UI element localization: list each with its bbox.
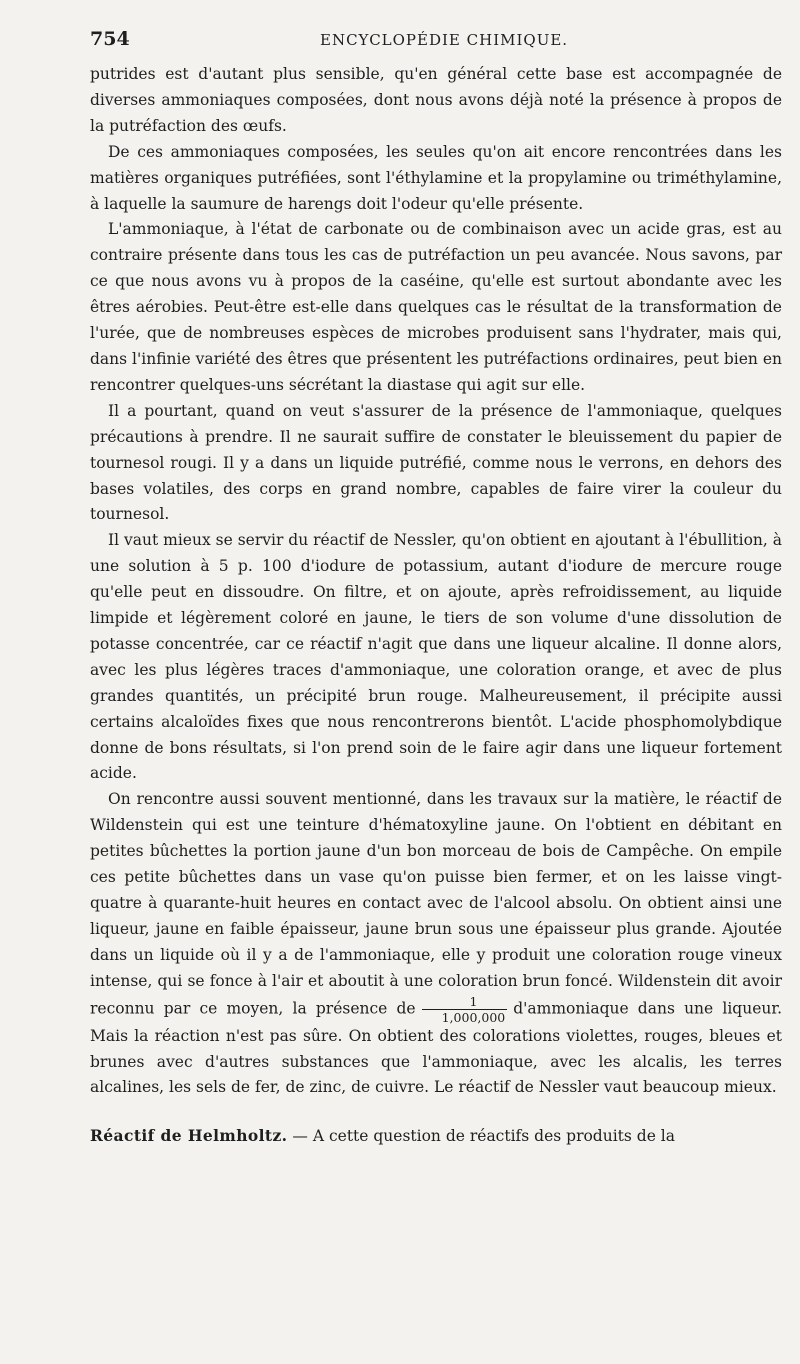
fraction-numerator: 1 — [469, 993, 478, 1009]
section-label: Réactif de Helmholtz. — [90, 1126, 288, 1146]
section-heading-helmholtz — [90, 1123, 782, 1149]
paragraph-wildenstein — [90, 787, 782, 1101]
paragraph-putrides: putrides est d'autant plus sensible, qu'en général cette base est accompagnée de diverses ammoniaques composées, dont nous avons déjà noté la présence à propos de la putréfaction des œufs. — [90, 65, 782, 135]
page-header — [90, 28, 782, 62]
paragraph-nessler: Il vaut mieux se servir du réactif de Nessler, qu'on obtient en ajoutant à l'ébullition, à une solution à 5 p. 100 d'iodure de potassium, autant d'iodure de mercure rouge qu'elle peut en dissoudre. On filtre, et on ajoute, après refroidissement, au liquide limpide et légèrement coloré en jaune, le tiers de son volume d'une dissolution de potasse concentrée, car ce réactif n'agit que dans une liqueur alcaline. Il donne alors, avec les plus légères traces d'ammoniaque, une coloration orange, et avec de plus grandes quantités, un précipité brun rouge. Malheureusement, il précipite aussi certains alcaloïdes fixes que nous rencontrerons bientôt. L'acide phosphomolybdique donne de bons résultats, si l'on prend soin de le faire agir dans une liqueur fortement acide. — [90, 531, 782, 783]
paragraph-ammoniaques-composees: De ces ammoniaques composées, les seules qu'on ait encore rencontrées dans les matières organiques putréfiées, sont l'éthylamine et la propylamine ou triméthylamine, à laquelle la saumure de harengs doit l'odeur qu'elle présente. — [90, 142, 782, 213]
wildenstein-text-before: On rencontre aussi souvent mentionné, dans les travaux sur la matière, le réactif de Wildenstein qui est une teinture d'hématoxyline jaune. On l'obtient en débitant en petites bûchettes la portion jaune d'un bon morceau de bois de Campêche. On empile ces petite bûchettes dans un vase qu'on puisse bien fermer, et on les laisse vingt-quatre à quarante-huit heures en contact avec de l'alcool absolu. On obtient ainsi une liqueur, jaune en faible épaisseur, jaune brun sous une épaisseur plus grande. Ajoutée dans un liquide où il y a de l'ammoniaque, elle y produit une coloration rouge vineux intense, qui se fonce à l'air et aboutit à une coloration brun foncé. Wildenstein dit avoir reconnu par ce moyen, la présence de — [90, 790, 782, 1018]
fraction-denominator: 1,000,000 — [422, 1009, 508, 1024]
paragraph-carbonate: L'ammoniaque, à l'état de carbonate ou de combinaison avec un acide gras, est au contraire présente dans tous les cas de putréfaction un peu avancée. Nous savons, par ce que nous avons vu à propos de la caséine, qu'elle est surtout abondante avec les êtres aérobies. Peut-être est-elle dans quelques cas le résultat de la transformation de l'urée, que de nombreuses espèces de microbes produisent sans l'hydrater, mais qui, dans l'infinie variété des êtres que présentent les putréfactions ordinaires, peut bien en rencontrer quelques-uns sécrétant la diastase qui agit sur elle. — [90, 220, 782, 394]
wildenstein-text-after: d'ammoniaque dans une liqueur. Mais la réaction n'est pas sûre. On obtient des colorations violettes, rouges, bleues et brunes avec d'autres substances que l'ammoniaque, avec les alcalis, les terres alcalines, les sels de fer, de zinc, de cuivre. Le réactif de Nessler vaut beaucoup mieux. — [90, 999, 782, 1097]
section-text: — A cette question de réactifs des produits de la — [292, 1127, 676, 1146]
paragraph-precautions: Il a pourtant, quand on veut s'assurer de la présence de l'ammoniaque, quelques précautions à prendre. Il ne saurait suffire de constater le bleuissement du papier de tournesol rougi. Il y a dans un liquide putréfié, comme nous le verrons, en dehors des bases volatiles, des corps en grand nombre, capables de faire virer la couleur du tournesol. — [90, 401, 782, 524]
running-title: ENCYCLOPÉDIE CHIMIQUE. — [320, 31, 569, 49]
body-text — [90, 62, 782, 1101]
page-number: 754 — [90, 28, 130, 50]
fraction — [422, 995, 508, 1024]
